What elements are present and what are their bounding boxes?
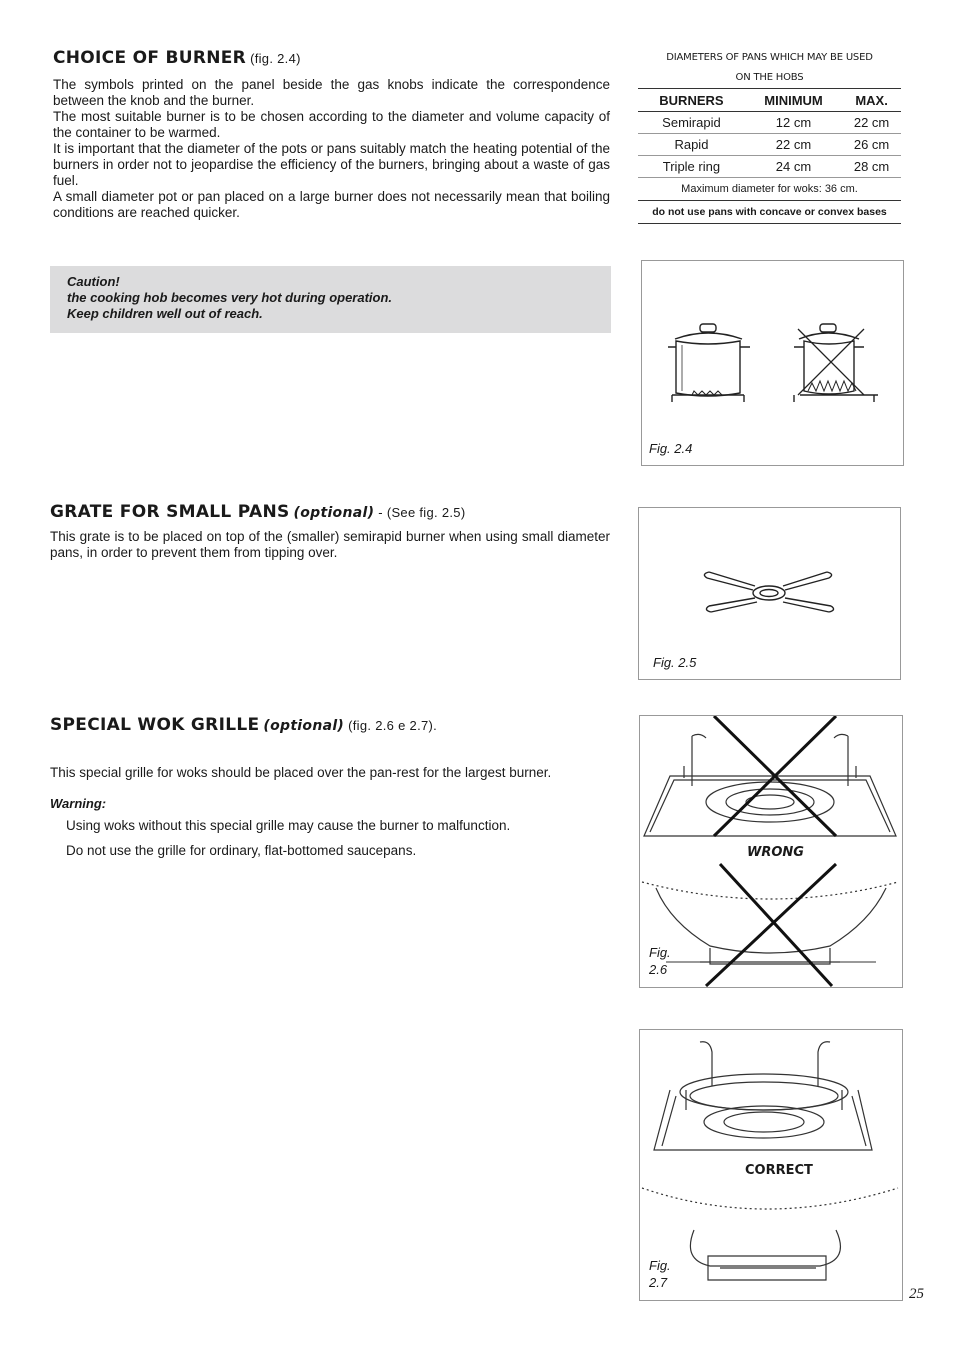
fig-2-5-caption: Fig. 2.5 [653, 655, 697, 670]
page-number: 25 [909, 1286, 924, 1302]
fig-2-7-caption-b: 2.7 [649, 1275, 668, 1290]
warning-line: Using woks without this special grille may cause the burner to malfunction. [66, 818, 511, 833]
wok-ref: (fig. 2.6 e 2.7). [348, 718, 438, 733]
table-cell: 22 cm [745, 134, 842, 156]
table-cell: Semirapid [638, 112, 745, 134]
table-cell: Rapid [638, 134, 745, 156]
figure-2-6 [639, 715, 903, 988]
warning-line: Do not use the grille for ordinary, flat-bottomed saucepans. [66, 843, 417, 858]
table-row [638, 112, 901, 134]
pan-diameter-table [638, 88, 901, 178]
correct-label: CORRECT [745, 1163, 813, 1178]
grate-text: This grate is to be placed on top of the (smaller) semirapid burner when using small diameter pans, in order to prevent them from tipping over. [50, 529, 610, 560]
table-header-row [638, 89, 901, 112]
figure-2-7 [639, 1029, 903, 1301]
table-cell: 26 cm [842, 134, 901, 156]
wok-optional: (optional) [263, 718, 345, 734]
choice-title: CHOICE OF BURNER [53, 48, 247, 68]
wrong-label: WRONG [747, 845, 804, 860]
caution-box [50, 266, 611, 333]
fig-2-6-caption-b: 2.6 [649, 962, 668, 977]
table-cell: 22 cm [842, 112, 901, 134]
fig-2-7-caption [649, 1257, 671, 1291]
grate-body [50, 529, 610, 561]
table-note-wok: Maximum diameter for woks: 36 cm. [638, 178, 901, 201]
choice-body [53, 77, 610, 221]
wok-heading [50, 715, 437, 735]
choice-paragraph: It is important that the diameter of the pots or pans suitably match the heating potential of the burners in order not to jeopardise the efficiency of the burners, bringing about a waste of gas fuel. [53, 141, 610, 188]
caution-line: Caution! [67, 274, 120, 289]
table-title: DIAMETERS OF PANS WHICH MAY BE USED [666, 52, 873, 63]
table-note-bases: do not use pans with concave or convex bases [638, 201, 901, 224]
wok-text: This special grille for woks should be placed over the pan-rest for the largest burner. [50, 765, 552, 780]
fig-2-6-caption [649, 944, 671, 978]
choice-paragraph: The symbols printed on the panel beside the gas knobs indicate the correspondence between the knob and the burner. [53, 77, 610, 108]
fig-2-7-caption-a: Fig. [649, 1258, 671, 1273]
choice-paragraph: The most suitable burner is to be chosen according to the diameter and volume capacity of the container to be warmed. [53, 109, 610, 140]
col-header: MINIMUM [745, 89, 842, 112]
table-subtitle: ON THE HOBS [735, 72, 804, 83]
table-cell: Triple ring [638, 156, 745, 178]
caution-line: Keep children well out of reach. [67, 306, 263, 321]
grate-heading [50, 502, 465, 522]
col-header: BURNERS [638, 89, 745, 112]
figure-2-5 [638, 507, 901, 680]
choice-heading [53, 48, 301, 68]
table-cell: 12 cm [745, 112, 842, 134]
grate-ref: - (See fig. 2.5) [378, 505, 466, 520]
warning-title: Warning: [50, 796, 107, 811]
table-cell: 24 cm [745, 156, 842, 178]
wok-title: SPECIAL WOK GRILLE [50, 715, 260, 735]
grate-optional: (optional) [293, 505, 375, 521]
choice-paragraph: A small diameter pot or pan placed on a large burner does not necessarily mean that boiling conditions are reached quicker. [53, 189, 610, 220]
fig-2-4-caption: Fig. 2.4 [649, 441, 693, 456]
table-row [638, 156, 901, 178]
table-cell: 28 cm [842, 156, 901, 178]
table-row [638, 134, 901, 156]
pan-diameter-table-block [638, 48, 901, 224]
choice-ref: (fig. 2.4) [250, 51, 301, 66]
caution-line: the cooking hob becomes very hot during operation. [67, 290, 393, 305]
pots-illustration [642, 261, 903, 465]
figure-2-4 [641, 260, 904, 466]
small-pan-grate-illustration [639, 508, 900, 679]
grate-title: GRATE FOR SMALL PANS [50, 502, 290, 522]
col-header: MAX. [842, 89, 901, 112]
fig-2-6-caption-a: Fig. [649, 945, 671, 960]
